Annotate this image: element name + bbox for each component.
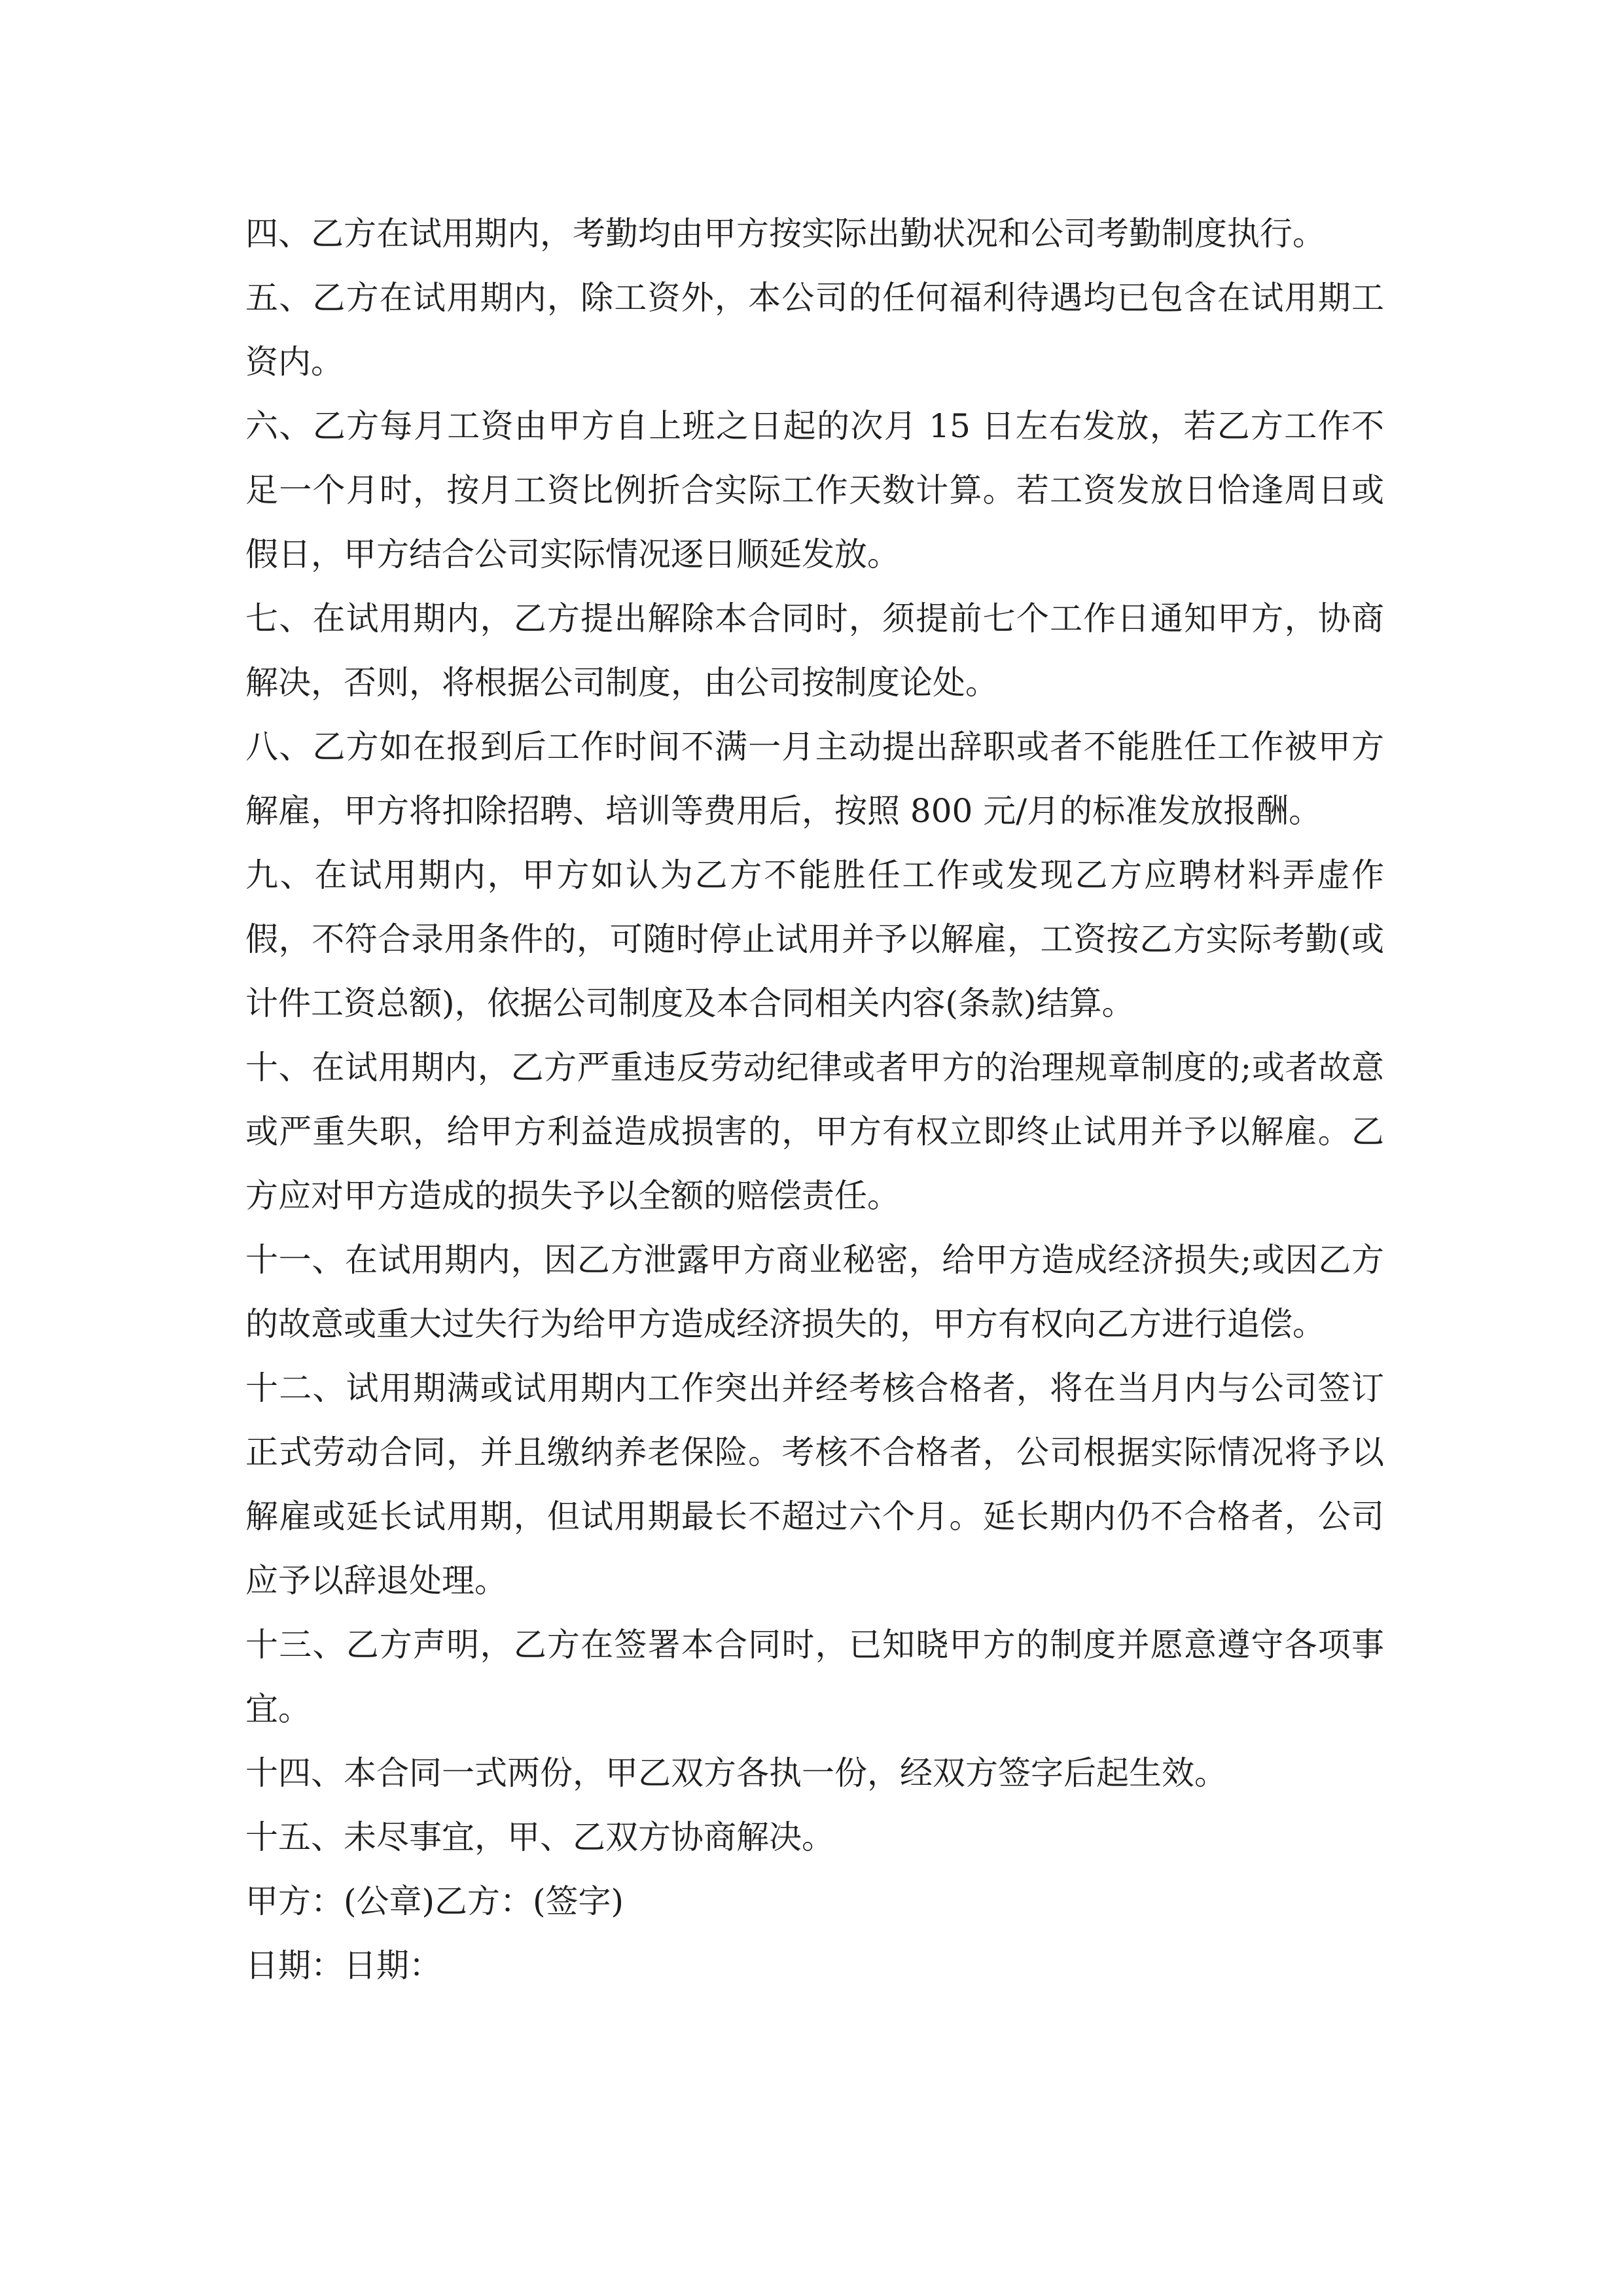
clause-15: 十五、未尽事宜，甲、乙双方协商解决。: [245, 1818, 834, 1856]
clause-11: 十一、在试用期内，因乙方泄露甲方商业秘密，给甲方造成经济损失;或因乙方的故意或重大过失行为给甲方造成经济损失的，甲方有权向乙方进行追偿。: [245, 1241, 1384, 1343]
clause-6: 六、乙方每月工资由甲方自上班之日起的次月 15 日左右发放，若乙方工作不足一个月时，按月工资比例折合实际工作天数计算。若工资发放日恰逢周日或假日，甲方结合公司实际情况逐日顺延发放。: [245, 407, 1384, 573]
clause-7: 七、在试用期内，乙方提出解除本合同时，须提前七个工作日通知甲方，协商解决，否则，将根据公司制度，由公司按制度论处。: [245, 600, 1384, 702]
clause-8: 八、乙方如在报到后工作时间不满一月主动提出辞职或者不能胜任工作被甲方解雇，甲方将扣除招聘、培训等费用后，按照 800 元/月的标准发放报酬。: [245, 728, 1384, 830]
date-line: 日期：日期：: [245, 1946, 442, 1984]
clause-12: 十二、试用期满或试用期内工作突出并经考核合格者，将在当月内与公司签订正式劳动合同，并且缴纳养老保险。考核不合格者，公司根据实际情况将予以解雇或延长试用期，但试用期最长不超过六个月。延长期内仍不合格者，公司应予以辞退处理。: [245, 1369, 1384, 1600]
clause-5: 五、乙方在试用期内，除工资外，本公司的任何福利待遇均已包含在试用期工资内。: [245, 279, 1384, 381]
clause-13: 十三、乙方声明，乙方在签署本合同时，已知晓甲方的制度并愿意遵守各项事宜。: [245, 1626, 1384, 1728]
clause-9: 九、在试用期内，甲方如认为乙方不能胜任工作或发现乙方应聘材料弄虚作假，不符合录用条件的，可随时停止试用并予以解雇，工资按乙方实际考勤(或计件工资总额)，依据公司制度及本合同相关内容(条款)结算。: [245, 856, 1384, 1022]
clause-10: 十、在试用期内，乙方严重违反劳动纪律或者甲方的治理规章制度的;或者故意或严重失职，给甲方利益造成损害的，甲方有权立即终止试用并予以解雇。乙方应对甲方造成的损失予以全额的赔偿责任。: [245, 1049, 1384, 1215]
clause-14: 十四、本合同一式两份，甲乙双方各执一份，经双方签字后起生效。: [245, 1754, 1227, 1792]
clause-4: 四、乙方在试用期内，考勤均由甲方按实际出勤状况和公司考勤制度执行。: [245, 215, 1325, 253]
signature-line: 甲方：(公章)乙方：(签字): [245, 1882, 624, 1920]
contract-body: [245, 202, 1384, 1998]
